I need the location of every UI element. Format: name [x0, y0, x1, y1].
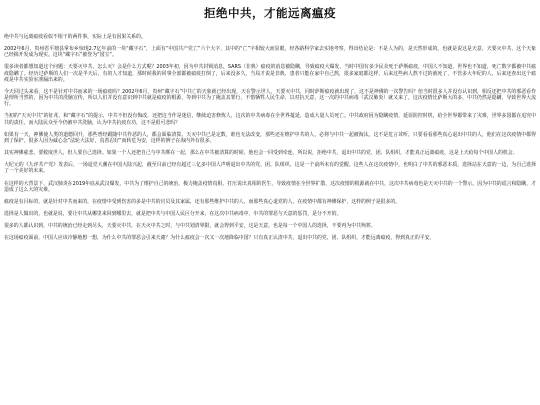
paragraph: 大纪元的《九评共产党》发表后，一场退党大潮在中国大陆兴起，截至目前已经有超过三亿多中国人声明退出中共的党、团、队组织，这是一个前所未有的觉醒。这些人在这次疫情中，也明白了中共的邪恶本质，选择站在天意的一边，为自己选择了一个美好的未来。 [4, 162, 536, 175]
paragraph: 绝中共与远离瘟疫看似不相干的两件事，实际上是有因果关系的。 [4, 34, 146, 40]
paragraph: 很多的人都认识到，中共的统治已经走到尽头，天要灭中共，在天灭中共之时，与中共划清界限，就会得到平安，这是天意，也是每一个中国人的选择，不要再为中共殉葬。 [4, 223, 376, 230]
paragraph: 很多读者都想知道这个问题：天要灭中共，怎么灭？会是什么方式呢？2003年初，因为中共封锁消息，SARS（非典）瘟疫的消息被隐瞒，导致瘟疫大爆发，当时中国有多少民众死于萨斯瘟疫，中国人不知道，世界也不知道，死亡数字都被中共瘟疫隐瞒了。经历过萨斯的人们一次是半天后，有的人才知道，那时候我的同事全部都被瘟疫打倒了，后来没多久，当局才说是非典，患者只能在家中自己熬，很多家庭都这样，后来这些病人熬不过的就死了，不管多大年纪的人，后来还查出这个瘟疫是中共实验室泄漏出来的。 [4, 64, 536, 83]
paragraph: 如果有一天，神佛使人类的道德回升，那些曾经跟随中共作恶的人，都会面临清算。天灭中共已是定数，谁也无法改变，那些还在维护中共的人，必将与中共一起被淘汰。这不是危言耸听，只要看看那些真心退出中共的人，他们在这次疫情中都得到了保护，很多人因为诚心念“法轮大法好，真善忍好”而转危为安，这样的例子在海内外有很多。 [4, 131, 536, 144]
paragraph: 在这场瘟疫面前，中国人应该冷静地想一想，为什么中共的罪恶会引来天谴？为什么瘟疫会一次又一次地降临中国？只有真正认清中共，退出中共的党、团、队组织，才能远离瘟疫，得到真正的平安。 [4, 235, 435, 242]
paragraph: 2002年6月，贵州省平塘县掌布乡惊现2.7亿年前的一块“藏字石”，上面有“中国共产党亡”六个大字，其中的“亡”字相较大而显眼，经各路科学家去实地考察，得出结论是：不是人为的，是天然形成的。也就是说这是天意，天要灭中共，这个天象已经揭开发成为现实。这块“藏字石”被誉为“国宝”。 [4, 46, 536, 59]
paragraph: 瘟疫是有目标的，就是针对中共而来的，在疫情中受到伤害的多是中共的官员及其家属，还有那些维护中共的人，而那些真心退党的人，在疫情中都有神佛保护，这样的例子是很多的。 [4, 198, 401, 205]
article [4, 6, 536, 247]
paragraph: 选择是人做出的，也就是说，要让中共从哪里来回到哪里去，就是把中共与中国人民区分开来，在这次中共病毒中，中共的罪恶与天意的惩罚，是分不开的。 [4, 210, 342, 217]
article-title: 拒绝中共，才能远离瘟疫 [204, 6, 336, 20]
paragraph: 当初的“天灭中共”的征兆，和“藏字石”的提示，中共不但没有悔改，还把这当作是迷信，继续迫害修炼人，这次的中共病毒在全世界蔓延，造成大量人员死亡。中共政府因为隐瞒疫情，延误防控时机，给全世界都带来了灾难，世界多国都在追究中共的责任。而大陆民众至今仍被中共洗脑，认为中共抗疫有功，这不是很可悲吗？ [4, 113, 536, 126]
paragraph: 今天回过头来看，这不是针对中共而来的一场瘟疫吗？2002年6月，贵州“藏字石”中共亡的天象就已经出现，天在警示世人，天要灭中共，同时萨斯瘟疫就出现了，这不是神佛的一次警告吗？但当时很多人并没有认识到，相反还把中共的邪恶看作是理所当然的，因为中共的洗脑宣传，所以人们并没有意识到中共就是瘟疫的根源，等到中共为了掩盖其罪行，不惜牺牲人民生命，以对抗天意，这一次的中共病毒（武汉肺炎）就又来了，这次疫情比萨斯大的多，中共仍然是隐瞒，导致世界大流行。 [4, 88, 536, 108]
paragraph: 其实神佛慈悲，要救度世人，但人要自己选择。如果一个人还把自己与中共绑在一起，那么在中共被清算的时候，他也会一同受到牵连。所以说，拒绝中共，退出中共的党、团、队组织，才能真正远离瘟疫，这是上天给每个中国人的机会。 [4, 150, 518, 157]
paragraph: 在这样的大背景下，武汉肺炎在2019年底从武汉爆发，中共为了维护自己的统治，极力掩盖疫情真相，打压说出真相的医生，导致疫情在全世界扩散，这次疫情的根源就在中共，这次中共病毒也是天灭中共的一个警示。因为中共的谎言和隐瞒，才造成了这么大的灾难。 [4, 180, 536, 193]
